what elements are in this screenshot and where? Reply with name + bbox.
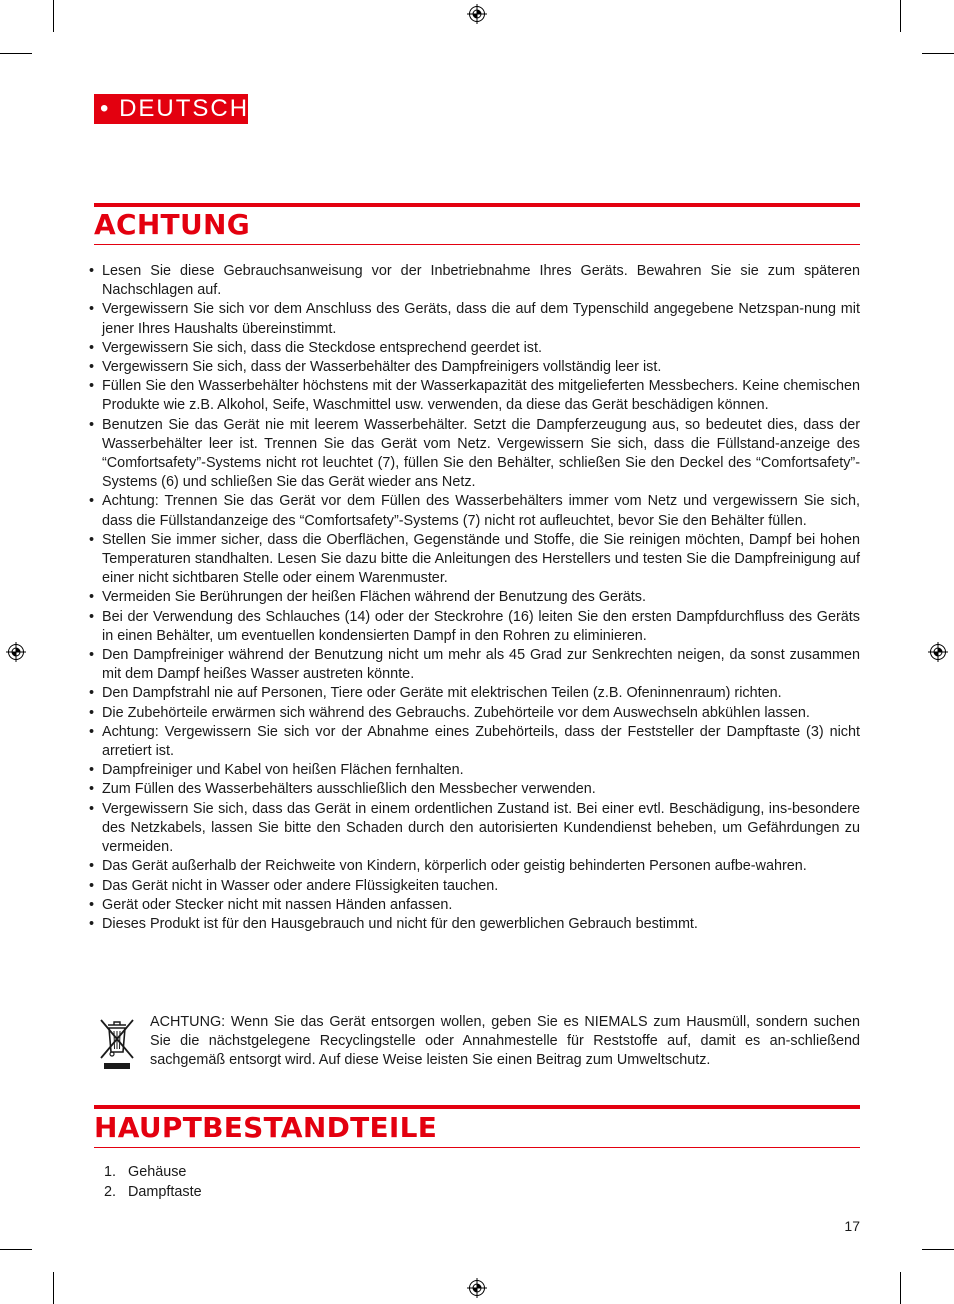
item-label: Gehäuse	[128, 1164, 187, 1180]
section-title-warning: ACHTUNG	[94, 208, 251, 241]
crop-mark	[0, 53, 32, 54]
list-item	[104, 1163, 202, 1183]
registration-mark-icon	[928, 642, 948, 662]
crop-mark	[900, 1272, 901, 1304]
list-item: • Dieses Produkt ist für den Hausgebrauch und nicht für den gewerblichen Gebrauch bestimmt.	[88, 915, 860, 934]
list-item: • Das Gerät außerhalb der Reichweite von Kindern, körperlich oder geistig behinderten Personen aufbe-wahren.	[88, 857, 860, 876]
list-item: • Gerät oder Stecker nicht mit nassen Händen anfassen.	[88, 896, 860, 915]
crop-mark	[922, 53, 954, 54]
section-top-bar	[94, 1105, 860, 1109]
crop-mark	[900, 0, 901, 32]
list-item: • Das Gerät nicht in Wasser oder andere Flüssigkeiten tauchen.	[88, 877, 860, 896]
list-item: • Vergewissern Sie sich, dass der Wasserbehälter des Dampfreinigers vollständig leer ist.	[88, 358, 860, 377]
crop-mark	[53, 0, 54, 32]
disposal-note: ACHTUNG: Wenn Sie das Gerät entsorgen wollen, geben Sie es NIEMALS zum Hausmüll, sondern suchen Sie die nächstgelegene Recyclingstelle oder Annahmestelle für Reststoffe auf, damit es an-schließend sachgemäß entsorgt wird. Auf diese Weise leisten Sie einen Beitrag zum Umweltschutz.	[150, 1014, 860, 1069]
list-item: • Vergewissern Sie sich, dass die Steckdose entsprechend geerdet ist.	[88, 339, 860, 358]
item-label: Dampftaste	[128, 1183, 202, 1200]
list-item: • Achtung: Trennen Sie das Gerät vor dem Füllen des Wasserbehälters immer vom Netz und vergewissern Sie sich, dass die Füllstandanzeige des “Comfortsafety”-Systems (7) nicht rot aufleuchtet, bevor Sie den Behälter füllen.	[88, 492, 860, 530]
list-item	[104, 1183, 202, 1203]
list-item: • Füllen Sie den Wasserbehälter höchstens mit der Wasserkapazität des mitgelieferten Messbechers. Keine chemischen Produkte wie z.B. Alkohol, Seife, Waschmittel usw. verwenden, da diese das Gerät beschädigen können.	[88, 377, 860, 415]
list-item: • Die Zubehörteile erwärmen sich während des Gebrauchs. Zubehörteile vor dem Auswechseln abkühlen lassen.	[88, 704, 860, 723]
list-item: • Vergewissern Sie sich vor dem Anschluss des Geräts, dass die auf dem Typenschild angegebene Netzspan-nung mit jener Ihres Haushalts übereinstimmt.	[88, 300, 860, 338]
registration-mark-icon	[6, 642, 26, 662]
language-tag: • DEUTSCH	[94, 94, 248, 124]
section-underline	[94, 244, 860, 245]
list-item: • Stellen Sie immer sicher, dass die Oberflächen, Gegenstände und Stoffe, die Sie reinigen möchten, Dampf bei hohen Temperaturen standhalten. Lesen Sie dazu bitte die Anleitungen des Herstellers und testen Sie die Dampfreinigung auf einer nicht sichtbaren Stelle oder einem Warenmuster.	[88, 531, 860, 589]
list-item: • Zum Füllen des Wasserbehälters ausschließlich den Messbecher verwenden.	[88, 780, 860, 799]
registration-mark-icon	[467, 4, 487, 24]
list-item: • Lesen Sie diese Gebrauchsanweisung vor der Inbetriebnahme Ihres Geräts. Bewahren Sie sie zum späteren Nachschlagen auf.	[88, 262, 860, 300]
list-item: • Bei der Verwendung des Schlauches (14) oder der Steckrohre (16) leiten Sie den ersten Dampfdurchfluss des Geräts in einen Behälter, um eventuellen kondensierten Dampf in den Rohren zu eliminieren.	[88, 608, 860, 646]
registration-mark-icon	[467, 1278, 487, 1298]
section-underline	[94, 1147, 860, 1148]
crossed-out-wheelie-bin-icon	[98, 1016, 136, 1072]
section-top-bar	[94, 203, 860, 207]
crop-mark	[0, 1249, 32, 1250]
crop-mark	[53, 1272, 54, 1304]
item-number: 1.	[104, 1164, 117, 1180]
list-item: • Dampfreiniger und Kabel von heißen Flächen fernhalten.	[88, 761, 860, 780]
list-item: • Vergewissern Sie sich, dass das Gerät in einem ordentlichen Zustand ist. Bei einer evtl. Beschädigung, ins-besondere des Netzkabels, lassen Sie bitte den Schaden durch den autorisierten Kundendienst beheben, um Gefährdungen zu vermeiden.	[88, 800, 860, 858]
page-number: 17	[844, 1218, 860, 1234]
list-item: • Den Dampfreiniger während der Benutzung nicht um mehr als 45 Grad zur Senkrechten neigen, da sonst zusammen mit dem Dampf heißes Wasser austreten könnte.	[88, 646, 860, 684]
components-list	[104, 1163, 202, 1202]
list-item: • Den Dampfstrahl nie auf Personen, Tiere oder Geräte mit elektrischen Teilen (z.B. Ofeninnenraum) richten.	[88, 684, 860, 703]
list-item: • Vermeiden Sie Berührungen der heißen Flächen während der Benutzung des Geräts.	[88, 588, 860, 607]
section-title-components: HAUPTBESTANDTEILE	[94, 1111, 438, 1144]
list-item: • Achtung: Vergewissern Sie sich vor der Abnahme eines Zubehörteils, dass der Feststeller der Dampftaste (3) nicht arretiert ist.	[88, 723, 860, 761]
warning-list	[88, 262, 860, 934]
item-number: 2.	[104, 1183, 117, 1200]
crop-mark	[922, 1249, 954, 1250]
list-item: • Benutzen Sie das Gerät nie mit leerem Wasserbehälter. Setzt die Dampferzeugung aus, so bedeutet dies, dass der Wasserbehälter leer ist. Trennen Sie das Gerät vom Netz. Vergewissern Sie sich, dass die Füllstand-anzeige des “Comfortsafety”-Systems nicht rot leuchtet (7), füllen Sie den Behälter, schließen Sie den Deckel des “Comfortsafety”-Systems (6) und schließen Sie das Gerät wieder ans Netz.	[88, 416, 860, 493]
